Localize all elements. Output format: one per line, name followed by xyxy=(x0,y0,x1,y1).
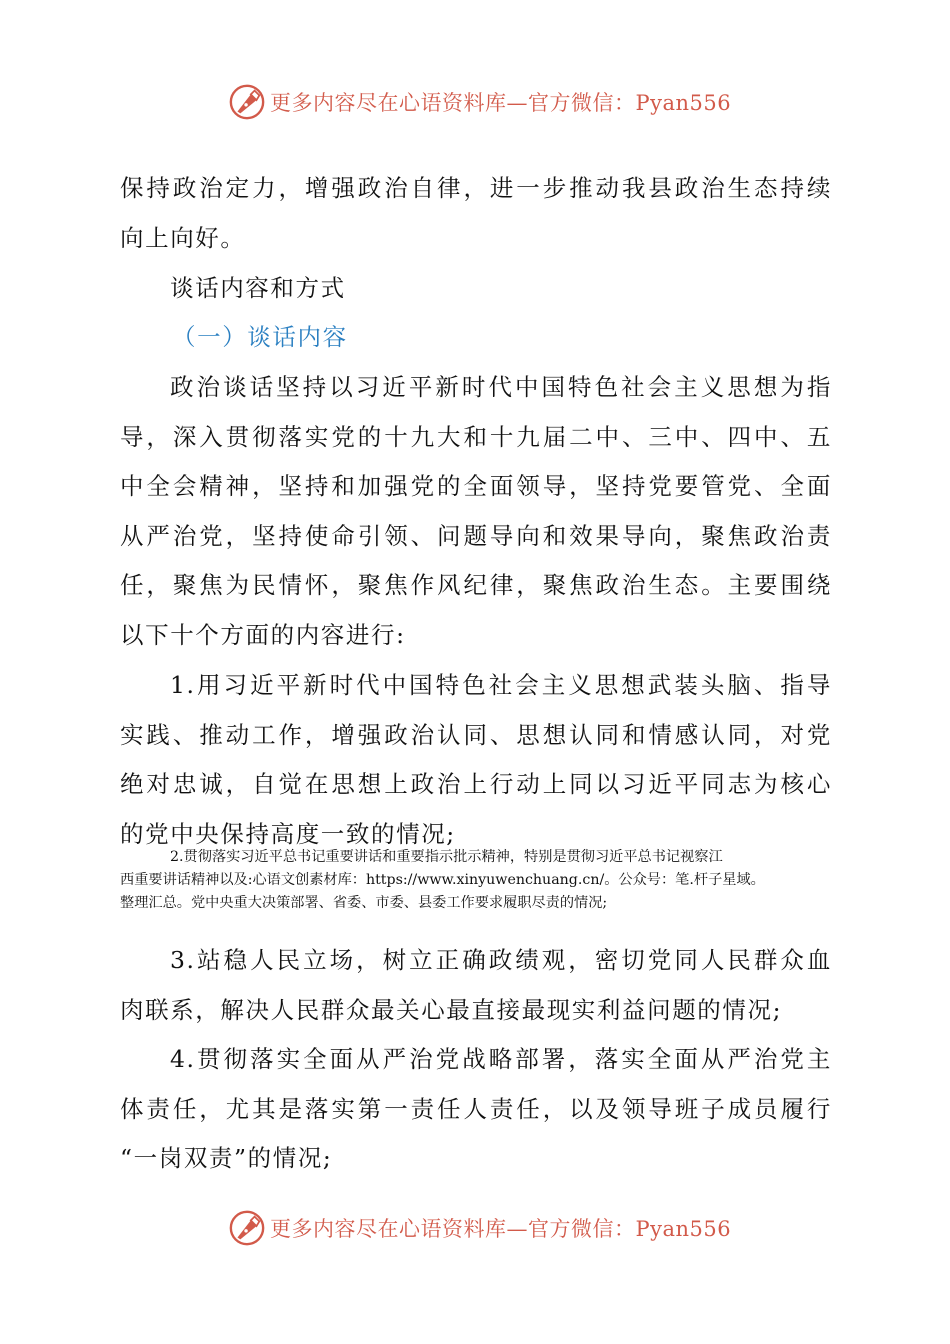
text-line: “一岗双责”的情况; xyxy=(120,1144,333,1173)
section-title-text: 谈话内容和方式 xyxy=(170,274,346,302)
header-banner-text: 更多内容尽在心语资料库—官方微信：Pyan556 xyxy=(270,91,732,115)
text-line: 西重要讲话精神以及:心语文创素材库：https://www.xinyuwenchuang.cn/。公众号：笔.杆子星域。 xyxy=(120,872,765,888)
paragraph-guidance xyxy=(120,363,832,661)
text-line: 从严治党，坚持使命引领、问题导向和效果导向，聚焦政治责 xyxy=(120,521,832,550)
text-line: 2.贯彻落实习近平总书记重要讲话和重要指示批示精神，特别是贯彻习近平总书记视察江 xyxy=(170,849,723,865)
list-item-2 xyxy=(120,846,832,915)
text-line: 4.贯彻落实全面从严治党战略部署，落实全面从严治党主 xyxy=(170,1045,832,1073)
text-line: 肉联系，解决人民群众最关心最直接最现实利益问题的情况; xyxy=(120,995,783,1024)
text-line: 1.用习近平新时代中国特色社会主义思想武装头脑、指导 xyxy=(170,671,832,699)
text-line: 实践、推动工作，增强政治认同、思想认同和情感认同，对党 xyxy=(120,720,832,749)
text-line: 以下十个方面的内容进行: xyxy=(120,620,406,649)
text-line: 体责任，尤其是落实第一责任人责任，以及领导班子成员履行 xyxy=(120,1094,832,1123)
text-line: 整理汇总。党中央重大决策部署、省委、市委、县委工作要求履职尽责的情况; xyxy=(120,895,608,911)
text-line: 3.站稳人民立场，树立正确政绩观，密切党同人民群众血 xyxy=(170,946,832,974)
list-item-1 xyxy=(120,661,832,859)
header-banner xyxy=(228,80,731,124)
paragraph-intro-end xyxy=(120,164,832,263)
footer-banner xyxy=(228,1206,731,1250)
text-line: 保持政治定力，增强政治自律，进一步推动我县政治生态持续 xyxy=(120,174,832,202)
footer-banner-text: 更多内容尽在心语资料库—官方微信：Pyan556 xyxy=(270,1217,732,1241)
text-line: 绝对忠诚，自觉在思想上政治上行动上同以习近平同志为核心 xyxy=(120,770,832,799)
pen-nib-logo-icon xyxy=(228,83,266,121)
text-line: 导，深入贯彻落实党的十九大和十九届二中、三中、四中、五 xyxy=(120,422,832,451)
text-line: 中全会精神，坚持和加强党的全面领导，坚持党要管党、全面 xyxy=(120,472,832,501)
list-item-3 xyxy=(120,936,832,1035)
list-item-4 xyxy=(120,1035,832,1184)
pen-nib-logo-icon xyxy=(228,1209,266,1247)
section-title xyxy=(120,264,832,314)
text-line: 向上向好。 xyxy=(120,223,246,252)
text-line: 政治谈话坚持以习近平新时代中国特色社会主义思想为指 xyxy=(170,373,832,401)
subsection-title-text: （一）谈话内容 xyxy=(172,323,348,351)
text-line: 的党中央保持高度一致的情况; xyxy=(120,819,456,848)
text-line: 任，聚焦为民情怀，聚焦作风纪律，聚焦政治生态。主要围绕 xyxy=(120,571,832,600)
subsection-title xyxy=(120,313,832,363)
